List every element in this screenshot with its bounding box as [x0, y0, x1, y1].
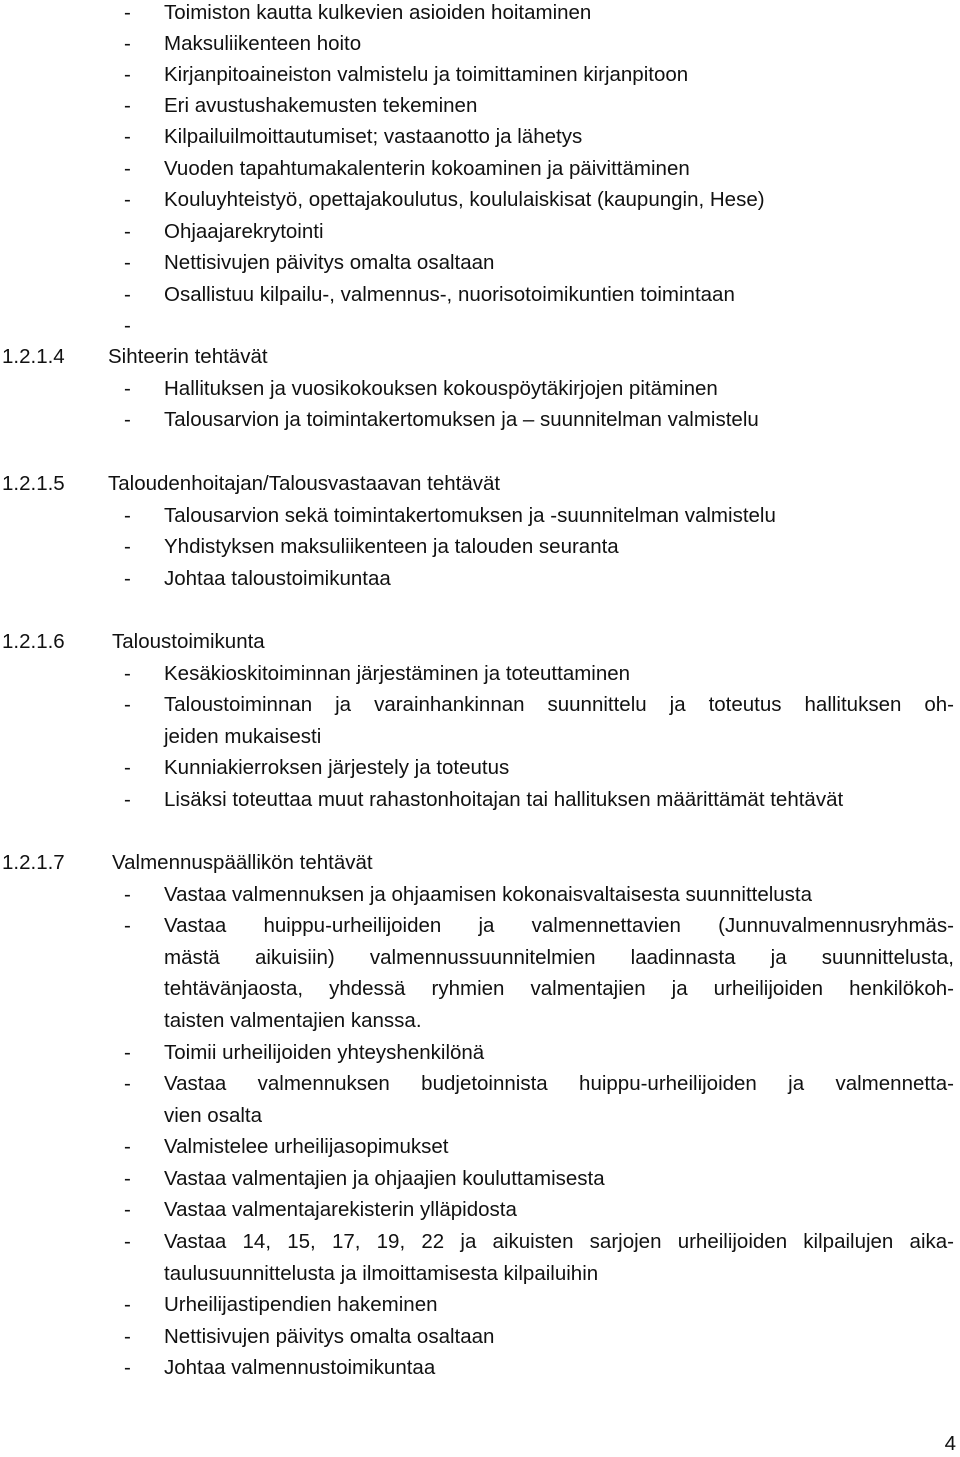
section-number: 1.2.1.7 [2, 851, 65, 874]
list-item-text: Nettisivujen päivitys omalta osaltaan [164, 251, 495, 274]
list-item-continuation [0, 1103, 960, 1134]
list-item-text: mästä aikuisiin) valmennussuunnitelmien laadinnasta ja suunnittelusta, [164, 946, 954, 969]
list-item [0, 1197, 960, 1228]
list-item-text: Maksuliikenteen hoito [164, 32, 362, 55]
list-item-continuation [0, 724, 960, 755]
list-item [0, 534, 960, 565]
bullet-dash: - [124, 1198, 131, 1221]
bullet-dash: - [124, 883, 131, 906]
list-item [0, 566, 960, 597]
section-title: Taloudenhoitajan/Talousvastaavan tehtävät [108, 472, 501, 495]
bullet-dash: - [124, 283, 131, 306]
bullet-dash: - [124, 125, 131, 148]
list-item-text: Vastaa valmennuksen budjetoinnista huippu-urheilijoiden ja valmennetta- [164, 1072, 954, 1095]
list-item [0, 31, 960, 62]
list-item-text: Vastaa valmentajien ja ohjaajien kouluttamisesta [164, 1167, 605, 1190]
bullet-dash: - [124, 63, 131, 86]
list-item [0, 1071, 960, 1102]
bullet-dash: - [124, 914, 131, 937]
list-item-text: taulusuunnittelusta ja ilmoittamisesta kilpailuihin [164, 1262, 599, 1285]
list-item-text: Urheilijastipendien hakeminen [164, 1293, 438, 1316]
section-number: 1.2.1.4 [2, 345, 65, 368]
list-item-empty [0, 313, 960, 344]
list-item-text: Kesäkioskitoiminnan järjestäminen ja toteuttaminen [164, 662, 631, 685]
list-item-continuation [0, 945, 960, 976]
list-item-text: Kirjanpitoaineiston valmistelu ja toimittaminen kirjanpitoon [164, 63, 689, 86]
bullet-dash: - [124, 314, 131, 337]
list-item-text: Johtaa valmennustoimikuntaa [164, 1356, 436, 1379]
list-item-text: Vastaa huippu-urheilijoiden ja valmennettavien (Junnuvalmennusryhmäs- [164, 914, 954, 937]
list-item [0, 376, 960, 407]
list-item [0, 787, 960, 818]
list-item [0, 187, 960, 218]
section-heading [0, 629, 960, 660]
list-item-text: jeiden mukaisesti [164, 725, 322, 748]
bullet-dash: - [124, 408, 131, 431]
list-item-text: Ohjaajarekrytointi [164, 220, 324, 243]
section-title: Valmennuspäällikön tehtävät [112, 851, 373, 874]
list-item-text: Taloustoiminnan ja varainhankinnan suunnittelu ja toteutus hallituksen oh- [164, 693, 954, 716]
list-item-text: tehtävänjaosta, yhdessä ryhmien valmentajien ja urheilijoiden henkilökoh- [164, 977, 954, 1000]
bullet-dash: - [124, 788, 131, 811]
list-item-text: Eri avustushakemusten tekeminen [164, 94, 478, 117]
bullet-dash: - [124, 756, 131, 779]
bullet-dash: - [124, 535, 131, 558]
section-number: 1.2.1.5 [2, 472, 65, 495]
list-item-text: Yhdistyksen maksuliikenteen ja talouden seuranta [164, 535, 619, 558]
list-item-text: Nettisivujen päivitys omalta osaltaan [164, 1325, 495, 1348]
bullet-dash: - [124, 1293, 131, 1316]
list-item [0, 250, 960, 281]
list-item [0, 692, 960, 723]
bullet-dash: - [124, 1356, 131, 1379]
list-item-text: Hallituksen ja vuosikokouksen kokouspöytäkirjojen pitäminen [164, 377, 718, 400]
list-item [0, 1166, 960, 1197]
list-item-text: Kilpailuilmoittautumiset; vastaanotto ja lähetys [164, 125, 583, 148]
bullet-dash: - [124, 1041, 131, 1064]
bullet-dash: - [124, 504, 131, 527]
list-item-text: taisten valmentajien kanssa. [164, 1009, 422, 1032]
bullet-dash: - [124, 220, 131, 243]
list-item [0, 407, 960, 438]
bullet-dash: - [124, 94, 131, 117]
bullet-dash: - [124, 32, 131, 55]
bullet-dash: - [124, 1230, 131, 1253]
bullet-dash: - [124, 188, 131, 211]
list-item-text: Kunniakierroksen järjestely ja toteutus [164, 756, 510, 779]
bullet-dash: - [124, 693, 131, 716]
list-item [0, 1040, 960, 1071]
section-heading [0, 344, 960, 375]
bullet-dash: - [124, 1072, 131, 1095]
list-item-text: Toimiston kautta kulkevien asioiden hoitaminen [164, 1, 592, 24]
list-item [0, 62, 960, 93]
list-item [0, 1229, 960, 1260]
list-item-text: Vastaa 14, 15, 17, 19, 22 ja aikuisten sarjojen urheilijoiden kilpailujen aika- [164, 1230, 954, 1253]
list-item [0, 1134, 960, 1165]
section-title: Taloustoimikunta [112, 630, 265, 653]
list-item [0, 282, 960, 313]
bullet-dash: - [124, 377, 131, 400]
list-item [0, 0, 960, 31]
list-item-text: vien osalta [164, 1104, 263, 1127]
list-item-continuation [0, 976, 960, 1007]
list-item [0, 1355, 960, 1386]
bullet-dash: - [124, 251, 131, 274]
bullet-dash: - [124, 1167, 131, 1190]
list-item [0, 755, 960, 786]
list-item-continuation [0, 1008, 960, 1039]
bullet-dash: - [124, 157, 131, 180]
bullet-dash: - [124, 1135, 131, 1158]
list-item-text: Vuoden tapahtumakalenterin kokoaminen ja päivittäminen [164, 157, 690, 180]
section-title: Sihteerin tehtävät [108, 345, 268, 368]
list-item [0, 156, 960, 187]
list-item-text: Kouluyhteistyö, opettajakoulutus, koululaiskisat (kaupungin, Hese) [164, 188, 765, 211]
list-item [0, 913, 960, 944]
list-item-text: Talousarvion sekä toimintakertomuksen ja -suunnitelman valmistelu [164, 504, 776, 527]
section-heading [0, 471, 960, 502]
bullet-dash: - [124, 662, 131, 685]
bullet-dash: - [124, 1325, 131, 1348]
list-item [0, 661, 960, 692]
list-item [0, 882, 960, 913]
list-item [0, 1324, 960, 1355]
list-item-continuation [0, 1261, 960, 1292]
list-item [0, 93, 960, 124]
bullet-dash: - [124, 567, 131, 590]
list-item-text: Toimii urheilijoiden yhteyshenkilönä [164, 1041, 485, 1064]
list-item [0, 124, 960, 155]
list-item-text: Johtaa taloustoimikuntaa [164, 567, 391, 590]
list-item [0, 219, 960, 250]
page-number: 4 [944, 1432, 956, 1455]
list-item-text: Osallistuu kilpailu-, valmennus-, nuorisotoimikuntien toimintaan [164, 283, 735, 306]
list-item-text: Lisäksi toteuttaa muut rahastonhoitajan tai hallituksen määrittämät tehtävät [164, 788, 844, 811]
list-item [0, 503, 960, 534]
list-item-text: Valmistelee urheilijasopimukset [164, 1135, 449, 1158]
section-number: 1.2.1.6 [2, 630, 65, 653]
bullet-dash: - [124, 1, 131, 24]
list-item-text: Talousarvion ja toimintakertomuksen ja – suunnitelman valmistelu [164, 408, 759, 431]
list-item-text: Vastaa valmentajarekisterin ylläpidosta [164, 1198, 517, 1221]
list-item-text: Vastaa valmennuksen ja ohjaamisen kokonaisvaltaisesta suunnittelusta [164, 883, 813, 906]
list-item [0, 1292, 960, 1323]
section-heading [0, 850, 960, 881]
